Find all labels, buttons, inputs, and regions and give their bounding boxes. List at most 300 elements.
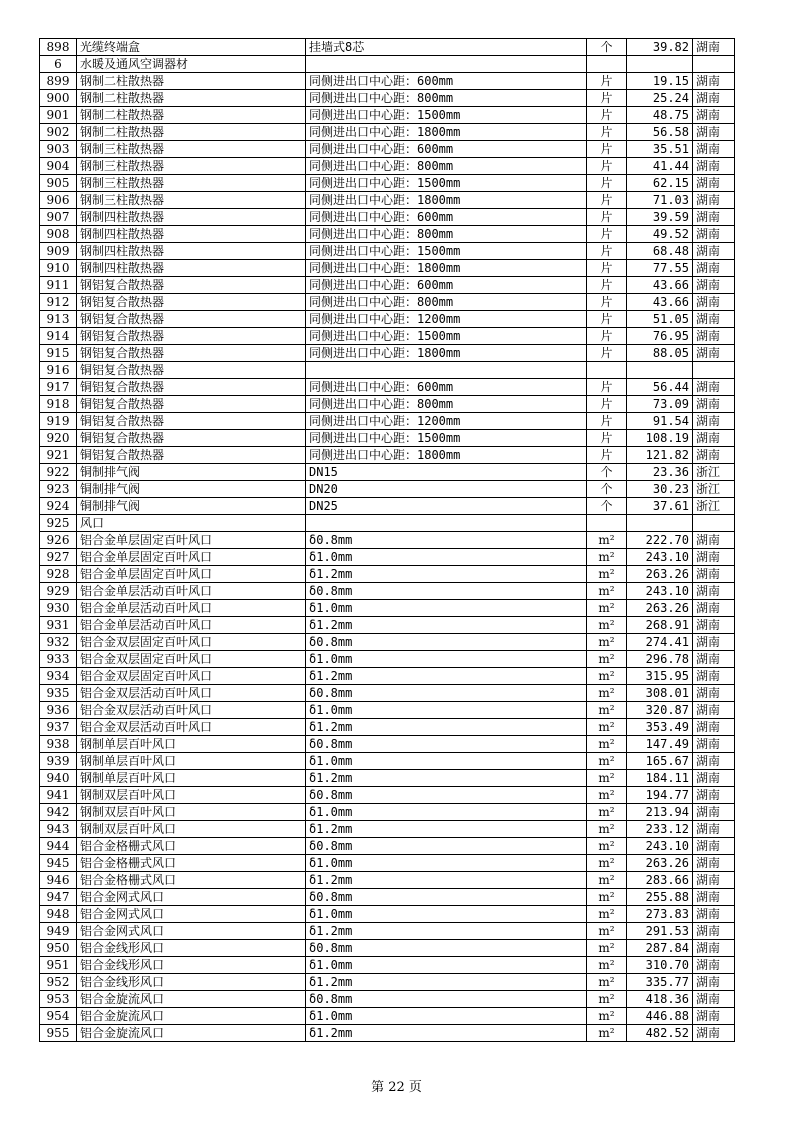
item-number-cell: 925 (40, 515, 77, 532)
item-price-cell: 222.70 (627, 532, 693, 549)
item-origin-cell: 湖南 (693, 73, 735, 90)
item-spec-cell: δ1.0mm (306, 804, 587, 821)
item-price-cell: 108.19 (627, 430, 693, 447)
item-price-cell: 51.05 (627, 311, 693, 328)
item-name-cell: 铜铝复合散热器 (77, 430, 306, 447)
table-row (40, 175, 735, 192)
item-price-cell: 30.23 (627, 481, 693, 498)
item-spec-cell: δ1.0mm (306, 1008, 587, 1025)
item-origin-cell: 湖南 (693, 158, 735, 175)
item-spec-cell: DN25 (306, 498, 587, 515)
item-number-cell: 908 (40, 226, 77, 243)
item-name-cell: 铝合金网式风口 (77, 906, 306, 923)
item-price-cell (627, 515, 693, 532)
item-price-cell: 308.01 (627, 685, 693, 702)
item-spec-cell: DN20 (306, 481, 587, 498)
item-name-cell: 铝合金单层活动百叶风口 (77, 583, 306, 600)
item-spec-cell: δ1.0mm (306, 753, 587, 770)
item-price-cell: 263.26 (627, 566, 693, 583)
item-price-cell: 88.05 (627, 345, 693, 362)
item-spec-cell: δ1.0mm (306, 957, 587, 974)
item-price-cell: 291.53 (627, 923, 693, 940)
item-price-cell: 287.84 (627, 940, 693, 957)
table-row (40, 872, 735, 889)
table-row (40, 651, 735, 668)
table-row (40, 855, 735, 872)
item-number-cell: 937 (40, 719, 77, 736)
table-row (40, 753, 735, 770)
item-unit-cell: 片 (587, 277, 627, 294)
item-spec-cell: 同侧进出口中心距：800mm (306, 90, 587, 107)
item-name-cell: 钢制四柱散热器 (77, 260, 306, 277)
item-origin-cell: 浙江 (693, 481, 735, 498)
item-unit-cell: m² (587, 889, 627, 906)
table-row (40, 158, 735, 175)
item-spec-cell: δ1.2mm (306, 872, 587, 889)
item-name-cell: 铝合金双层固定百叶风口 (77, 651, 306, 668)
item-spec-cell: DN15 (306, 464, 587, 481)
item-price-cell: 243.10 (627, 838, 693, 855)
table-row (40, 838, 735, 855)
table-row (40, 549, 735, 566)
price-table-body (40, 39, 735, 1042)
item-name-cell: 铝合金单层固定百叶风口 (77, 549, 306, 566)
item-price-cell: 243.10 (627, 549, 693, 566)
item-origin-cell: 湖南 (693, 634, 735, 651)
item-number-cell: 948 (40, 906, 77, 923)
item-number-cell: 920 (40, 430, 77, 447)
item-unit-cell: m² (587, 532, 627, 549)
table-row (40, 787, 735, 804)
table-row (40, 1025, 735, 1042)
item-name-cell: 钢制单层百叶风口 (77, 753, 306, 770)
item-unit-cell: 片 (587, 141, 627, 158)
item-price-cell: 56.58 (627, 124, 693, 141)
item-origin-cell: 湖南 (693, 855, 735, 872)
item-name-cell: 铝合金格栅式风口 (77, 872, 306, 889)
item-origin-cell: 湖南 (693, 192, 735, 209)
item-number-cell: 902 (40, 124, 77, 141)
item-number-cell: 922 (40, 464, 77, 481)
table-row (40, 668, 735, 685)
item-spec-cell: 同侧进出口中心距：600mm (306, 73, 587, 90)
item-origin-cell: 湖南 (693, 90, 735, 107)
item-spec-cell: δ0.8mm (306, 736, 587, 753)
item-name-cell: 钢铝复合散热器 (77, 311, 306, 328)
item-name-cell: 钢制三柱散热器 (77, 175, 306, 192)
item-price-cell: 263.26 (627, 855, 693, 872)
page-number: 第 22 页 (371, 1080, 422, 1095)
item-name-cell: 钢制双层百叶风口 (77, 804, 306, 821)
item-number-cell: 927 (40, 549, 77, 566)
item-spec-cell: 同侧进出口中心距：1800mm (306, 345, 587, 362)
table-row (40, 770, 735, 787)
item-spec-cell: δ1.2mm (306, 974, 587, 991)
item-name-cell: 铜铝复合散热器 (77, 413, 306, 430)
item-name-cell: 铜制排气阀 (77, 464, 306, 481)
item-price-cell: 43.66 (627, 294, 693, 311)
item-origin-cell: 湖南 (693, 940, 735, 957)
item-origin-cell: 湖南 (693, 872, 735, 889)
item-price-cell: 62.15 (627, 175, 693, 192)
item-number-cell: 953 (40, 991, 77, 1008)
item-origin-cell: 湖南 (693, 396, 735, 413)
item-number-cell: 6 (40, 56, 77, 73)
item-origin-cell: 湖南 (693, 566, 735, 583)
item-spec-cell: 同侧进出口中心距：600mm (306, 277, 587, 294)
table-row (40, 56, 735, 73)
item-number-cell: 923 (40, 481, 77, 498)
item-price-cell: 310.70 (627, 957, 693, 974)
item-number-cell: 950 (40, 940, 77, 957)
item-name-cell: 钢制四柱散热器 (77, 209, 306, 226)
item-unit-cell: m² (587, 600, 627, 617)
item-origin-cell: 湖南 (693, 651, 735, 668)
item-unit-cell: m² (587, 940, 627, 957)
item-origin-cell: 湖南 (693, 549, 735, 566)
table-row (40, 379, 735, 396)
table-row (40, 685, 735, 702)
item-price-cell: 77.55 (627, 260, 693, 277)
item-origin-cell: 湖南 (693, 277, 735, 294)
item-number-cell: 951 (40, 957, 77, 974)
item-price-cell: 56.44 (627, 379, 693, 396)
item-name-cell: 钢制双层百叶风口 (77, 821, 306, 838)
item-number-cell: 921 (40, 447, 77, 464)
item-number-cell: 905 (40, 175, 77, 192)
table-row (40, 889, 735, 906)
item-spec-cell: 同侧进出口中心距：600mm (306, 141, 587, 158)
item-price-cell: 35.51 (627, 141, 693, 158)
item-name-cell: 铝合金旋流风口 (77, 991, 306, 1008)
item-price-cell: 37.61 (627, 498, 693, 515)
item-price-cell: 23.36 (627, 464, 693, 481)
item-name-cell: 钢制双层百叶风口 (77, 787, 306, 804)
table-row (40, 532, 735, 549)
item-spec-cell: 同侧进出口中心距：1500mm (306, 175, 587, 192)
table-row (40, 617, 735, 634)
item-origin-cell: 湖南 (693, 702, 735, 719)
item-name-cell: 风口 (77, 515, 306, 532)
item-spec-cell: 同侧进出口中心距：1800mm (306, 192, 587, 209)
item-unit-cell: 片 (587, 192, 627, 209)
item-unit-cell: m² (587, 838, 627, 855)
item-name-cell: 铝合金线形风口 (77, 974, 306, 991)
item-number-cell: 900 (40, 90, 77, 107)
item-unit-cell: 片 (587, 447, 627, 464)
item-price-cell: 19.15 (627, 73, 693, 90)
item-name-cell: 铝合金格栅式风口 (77, 855, 306, 872)
item-name-cell: 钢制三柱散热器 (77, 192, 306, 209)
item-number-cell: 917 (40, 379, 77, 396)
item-price-cell: 71.03 (627, 192, 693, 209)
item-unit-cell: m² (587, 685, 627, 702)
item-price-cell: 233.12 (627, 821, 693, 838)
item-number-cell: 919 (40, 413, 77, 430)
item-price-cell (627, 362, 693, 379)
item-unit-cell: 片 (587, 328, 627, 345)
table-row (40, 124, 735, 141)
table-row (40, 226, 735, 243)
item-name-cell: 铜铝复合散热器 (77, 396, 306, 413)
item-name-cell: 铜制排气阀 (77, 498, 306, 515)
item-origin-cell: 湖南 (693, 413, 735, 430)
item-name-cell: 钢制二柱散热器 (77, 73, 306, 90)
item-spec-cell: δ1.0mm (306, 651, 587, 668)
item-unit-cell: 个 (587, 464, 627, 481)
table-row (40, 821, 735, 838)
item-price-cell: 91.54 (627, 413, 693, 430)
table-row (40, 260, 735, 277)
table-row (40, 719, 735, 736)
table-row (40, 515, 735, 532)
item-unit-cell: m² (587, 719, 627, 736)
item-unit-cell: m² (587, 770, 627, 787)
item-origin-cell: 湖南 (693, 430, 735, 447)
item-spec-cell: δ0.8mm (306, 991, 587, 1008)
item-unit-cell: 片 (587, 209, 627, 226)
item-origin-cell: 湖南 (693, 753, 735, 770)
item-price-cell: 482.52 (627, 1025, 693, 1042)
item-number-cell: 941 (40, 787, 77, 804)
item-number-cell: 926 (40, 532, 77, 549)
item-number-cell: 949 (40, 923, 77, 940)
item-number-cell: 942 (40, 804, 77, 821)
item-spec-cell: 同侧进出口中心距：800mm (306, 294, 587, 311)
item-number-cell: 940 (40, 770, 77, 787)
item-origin-cell: 湖南 (693, 600, 735, 617)
item-origin-cell: 湖南 (693, 889, 735, 906)
item-name-cell: 铝合金双层活动百叶风口 (77, 719, 306, 736)
item-unit-cell: m² (587, 991, 627, 1008)
item-origin-cell: 湖南 (693, 175, 735, 192)
item-unit-cell: 个 (587, 481, 627, 498)
item-origin-cell: 湖南 (693, 770, 735, 787)
item-number-cell: 944 (40, 838, 77, 855)
item-unit-cell: 片 (587, 311, 627, 328)
item-number-cell: 930 (40, 600, 77, 617)
item-unit-cell: m² (587, 634, 627, 651)
item-price-cell: 76.95 (627, 328, 693, 345)
item-spec-cell: δ1.0mm (306, 855, 587, 872)
item-origin-cell: 湖南 (693, 719, 735, 736)
item-price-cell: 49.52 (627, 226, 693, 243)
item-number-cell: 929 (40, 583, 77, 600)
item-spec-cell: δ0.8mm (306, 685, 587, 702)
item-name-cell: 钢铝复合散热器 (77, 294, 306, 311)
item-price-cell: 274.41 (627, 634, 693, 651)
item-number-cell: 947 (40, 889, 77, 906)
item-name-cell: 铝合金网式风口 (77, 923, 306, 940)
table-row (40, 634, 735, 651)
item-origin-cell: 湖南 (693, 685, 735, 702)
table-row (40, 345, 735, 362)
item-origin-cell: 湖南 (693, 736, 735, 753)
item-origin-cell: 湖南 (693, 1025, 735, 1042)
item-unit-cell: 片 (587, 413, 627, 430)
item-unit-cell: m² (587, 821, 627, 838)
table-row (40, 328, 735, 345)
item-origin-cell: 湖南 (693, 209, 735, 226)
item-spec-cell: 同侧进出口中心距：1800mm (306, 124, 587, 141)
item-number-cell: 913 (40, 311, 77, 328)
item-unit-cell: m² (587, 617, 627, 634)
item-unit-cell: 片 (587, 73, 627, 90)
item-spec-cell: δ1.2mm (306, 1025, 587, 1042)
item-price-cell: 48.75 (627, 107, 693, 124)
item-spec-cell: δ1.0mm (306, 600, 587, 617)
table-row (40, 192, 735, 209)
item-spec-cell: 同侧进出口中心距：800mm (306, 396, 587, 413)
table-row (40, 991, 735, 1008)
item-price-cell: 43.66 (627, 277, 693, 294)
item-price-cell: 268.91 (627, 617, 693, 634)
item-number-cell: 952 (40, 974, 77, 991)
item-price-cell: 68.48 (627, 243, 693, 260)
item-spec-cell: δ1.2mm (306, 566, 587, 583)
item-unit-cell: 片 (587, 107, 627, 124)
item-unit-cell: 片 (587, 379, 627, 396)
item-number-cell: 924 (40, 498, 77, 515)
item-spec-cell: δ0.8mm (306, 634, 587, 651)
item-name-cell: 铝合金双层固定百叶风口 (77, 668, 306, 685)
item-number-cell: 910 (40, 260, 77, 277)
item-origin-cell: 湖南 (693, 923, 735, 940)
item-spec-cell: 同侧进出口中心距：1800mm (306, 260, 587, 277)
table-row (40, 294, 735, 311)
item-unit-cell: m² (587, 736, 627, 753)
item-number-cell: 912 (40, 294, 77, 311)
item-number-cell: 955 (40, 1025, 77, 1042)
item-number-cell: 933 (40, 651, 77, 668)
item-number-cell: 931 (40, 617, 77, 634)
table-row (40, 957, 735, 974)
table-row (40, 906, 735, 923)
item-number-cell: 939 (40, 753, 77, 770)
item-price-cell: 296.78 (627, 651, 693, 668)
item-origin-cell: 湖南 (693, 906, 735, 923)
item-name-cell: 铜铝复合散热器 (77, 379, 306, 396)
item-price-cell: 165.67 (627, 753, 693, 770)
item-unit-cell: 片 (587, 396, 627, 413)
item-origin-cell: 浙江 (693, 464, 735, 481)
item-name-cell: 钢铝复合散热器 (77, 277, 306, 294)
item-spec-cell: δ0.8mm (306, 889, 587, 906)
item-number-cell: 934 (40, 668, 77, 685)
item-spec-cell (306, 515, 587, 532)
item-origin-cell (693, 362, 735, 379)
item-unit-cell: 片 (587, 158, 627, 175)
item-price-cell: 194.77 (627, 787, 693, 804)
item-price-cell: 418.36 (627, 991, 693, 1008)
item-origin-cell: 湖南 (693, 226, 735, 243)
item-unit-cell: 片 (587, 345, 627, 362)
item-spec-cell: 同侧进出口中心距：1500mm (306, 328, 587, 345)
item-unit-cell: m² (587, 1008, 627, 1025)
item-price-cell: 283.66 (627, 872, 693, 889)
item-name-cell: 水暖及通风空调器材 (77, 56, 306, 73)
item-price-cell: 315.95 (627, 668, 693, 685)
table-row (40, 107, 735, 124)
item-price-cell: 41.44 (627, 158, 693, 175)
item-origin-cell: 湖南 (693, 294, 735, 311)
item-spec-cell: δ1.0mm (306, 549, 587, 566)
item-spec-cell: δ1.2mm (306, 719, 587, 736)
item-name-cell: 铜铝复合散热器 (77, 447, 306, 464)
item-unit-cell: 片 (587, 90, 627, 107)
table-row (40, 73, 735, 90)
table-row (40, 1008, 735, 1025)
item-price-cell: 243.10 (627, 583, 693, 600)
item-origin-cell: 湖南 (693, 243, 735, 260)
table-row (40, 481, 735, 498)
item-name-cell: 铝合金旋流风口 (77, 1025, 306, 1042)
item-price-cell: 39.82 (627, 39, 693, 56)
item-spec-cell: δ0.8mm (306, 838, 587, 855)
item-name-cell: 铝合金旋流风口 (77, 1008, 306, 1025)
item-unit-cell: m² (587, 753, 627, 770)
item-origin-cell (693, 515, 735, 532)
item-origin-cell: 湖南 (693, 974, 735, 991)
table-row (40, 243, 735, 260)
item-unit-cell: m² (587, 549, 627, 566)
item-number-cell: 954 (40, 1008, 77, 1025)
item-spec-cell: 同侧进出口中心距：600mm (306, 379, 587, 396)
item-spec-cell: 同侧进出口中心距：1500mm (306, 107, 587, 124)
item-number-cell: 932 (40, 634, 77, 651)
item-name-cell: 钢制二柱散热器 (77, 90, 306, 107)
item-price-cell: 25.24 (627, 90, 693, 107)
item-name-cell: 铝合金双层活动百叶风口 (77, 702, 306, 719)
table-row (40, 413, 735, 430)
item-spec-cell: 同侧进出口中心距：1500mm (306, 430, 587, 447)
item-name-cell: 钢制二柱散热器 (77, 124, 306, 141)
item-unit-cell (587, 515, 627, 532)
item-price-cell: 73.09 (627, 396, 693, 413)
item-name-cell: 铝合金线形风口 (77, 940, 306, 957)
table-row (40, 804, 735, 821)
item-price-cell: 273.83 (627, 906, 693, 923)
item-price-cell: 255.88 (627, 889, 693, 906)
price-table (39, 38, 735, 1042)
table-row (40, 90, 735, 107)
item-name-cell: 铝合金线形风口 (77, 957, 306, 974)
item-price-cell: 320.87 (627, 702, 693, 719)
item-spec-cell: δ1.2mm (306, 821, 587, 838)
item-origin-cell: 湖南 (693, 379, 735, 396)
item-name-cell: 铜铝复合散热器 (77, 362, 306, 379)
item-price-cell (627, 56, 693, 73)
item-price-cell: 39.59 (627, 209, 693, 226)
item-number-cell: 898 (40, 39, 77, 56)
item-name-cell: 铝合金格栅式风口 (77, 838, 306, 855)
item-number-cell: 903 (40, 141, 77, 158)
item-name-cell: 钢制四柱散热器 (77, 226, 306, 243)
table-row (40, 702, 735, 719)
table-row (40, 736, 735, 753)
item-number-cell: 914 (40, 328, 77, 345)
item-name-cell: 钢制单层百叶风口 (77, 736, 306, 753)
item-origin-cell: 湖南 (693, 583, 735, 600)
item-name-cell: 铝合金双层活动百叶风口 (77, 685, 306, 702)
item-unit-cell: 片 (587, 226, 627, 243)
item-spec-cell: 同侧进出口中心距：1800mm (306, 447, 587, 464)
item-spec-cell: δ0.8mm (306, 532, 587, 549)
item-number-cell: 938 (40, 736, 77, 753)
item-number-cell: 945 (40, 855, 77, 872)
item-name-cell: 钢铝复合散热器 (77, 345, 306, 362)
item-spec-cell: δ0.8mm (306, 787, 587, 804)
